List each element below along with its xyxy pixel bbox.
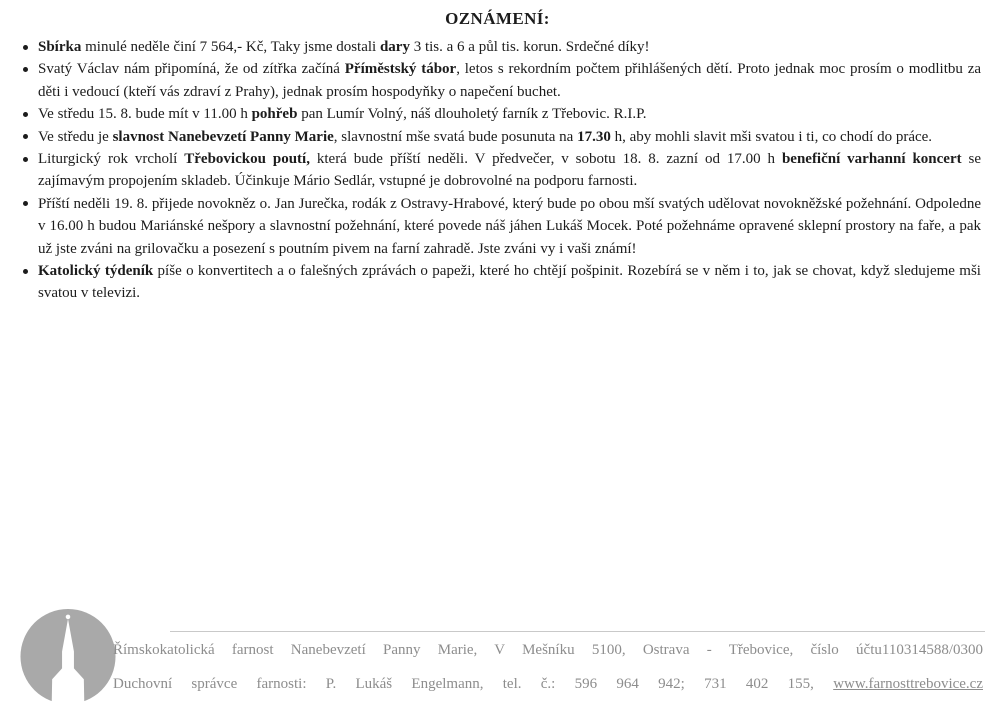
- footer-contact-info: [113, 674, 983, 694]
- announcement-text-bold: Příměstský tábor: [344, 61, 457, 78]
- announcement-text: píše o konvertitech a o falešných zprávách o papeži, které ho chtějí pošpinit. Rozebírá se v něm i to, jak se chovat, když sledujeme mši svatou v televizi.: [38, 263, 981, 302]
- announcement-text: Svatý Václav nám připomíná, že od zítřka začíná: [38, 61, 345, 78]
- announcement-text-bold: slavnost Nanebevzetí Panny Marie: [112, 128, 334, 145]
- bullet-icon: [23, 157, 28, 162]
- announcement-text: minulé neděle činí 7 564,- Kč, Taky jsme dostali: [81, 39, 380, 55]
- announcement-text: pan Lumír Volný, náš dlouholetý farník z Třebovic. R.I.P.: [297, 106, 647, 123]
- footer-divider: [170, 631, 985, 632]
- announcement-text-bold: Sbírka: [38, 39, 82, 55]
- footer-parish-info: Římskokatolická farnost Nanebevzetí Panny Marie, V Mešníku 5100, Ostrava - Třebovice, číslo účtu110314588/0300: [113, 642, 983, 658]
- announcement-list: [0, 36, 995, 305]
- announcement-text-bold: Třebovickou poutí,: [184, 151, 310, 168]
- announcement-item: [22, 103, 981, 125]
- announcement-text-bold: dary: [379, 39, 410, 55]
- announcement-text: 3 tis. a 6 a půl tis. korun. Srdečné díky!: [409, 39, 650, 55]
- announcement-text-bold: Katolický týdeník: [38, 263, 154, 280]
- parish-website-link[interactable]: www.farnosttrebovice.cz: [833, 676, 983, 692]
- bullet-icon: [23, 45, 28, 50]
- bullet-icon: [23, 67, 28, 72]
- announcement-item: [22, 193, 981, 260]
- footer-contact-text: Duchovní správce farnosti: P. Lukáš Engelmann, tel. č.: 596 964 942; 731 402 155,: [113, 676, 834, 692]
- bullet-icon: [23, 201, 28, 206]
- parish-church-logo-icon: [18, 607, 118, 706]
- announcement-text-bold: benefiční varhanní koncert: [781, 151, 962, 168]
- announcement-text: , letos s rekordním počtem přihlášených dětí. Proto jednak moc prosím o modlitbu za děti i vedoucí (kteří vás zdraví z Prahy), jednak prosím hospodyňky o napečení buchet.: [38, 61, 982, 100]
- announcement-text: Příští neděli 19. 8. přijede novokněz o. Jan Jurečka, rodák z Ostravy-Hrabové, který bude po obou mší svatých udělovat novokněžské požehnání. Odpoledne v 16.00 h budou Mariánské nešpory a slavnostní požehnání, které povede náš jáhen Lukáš Mocek. Poté požehnáme opravené sklepní prostory na faře, a pak už jste zváni na grilovačku a posezení s poutním pivem na farní zahradě. Jste zváni vy i vaši známí!: [38, 195, 981, 257]
- announcement-item: [22, 126, 981, 148]
- announcement-text-bold: 17.30: [577, 128, 611, 145]
- announcement-text: h, aby mohli slavit mši svatou i ti, co chodí do práce.: [610, 128, 933, 145]
- announcement-text-bold: pohřeb: [251, 106, 298, 123]
- announcement-text: Ve středu 15. 8. bude mít v 11.00 h: [38, 106, 252, 123]
- announcement-text: Ve středu je: [38, 128, 113, 145]
- bullet-icon: [23, 134, 28, 139]
- announcement-item: [22, 148, 981, 193]
- announcement-item: [22, 260, 981, 305]
- announcement-text: Liturgický rok vrcholí: [38, 151, 185, 168]
- bullet-icon: [23, 112, 28, 117]
- announcement-text: se zajímavým propojením skladeb. Účinkuje Mário Sedlár, vstupné je dobrovolné na podporu farnosti.: [38, 151, 981, 190]
- bullet-icon: [23, 269, 28, 274]
- announcement-item: [22, 58, 981, 103]
- page-title: OZNÁMENÍ:: [445, 9, 550, 28]
- announcement-text: , slavnostní mše svatá bude posunuta na: [333, 128, 578, 145]
- announcement-item: [22, 36, 981, 58]
- announcement-text: která bude příští neděli. V předvečer, v sobotu 18. 8. zazní od 17.00 h: [309, 151, 782, 168]
